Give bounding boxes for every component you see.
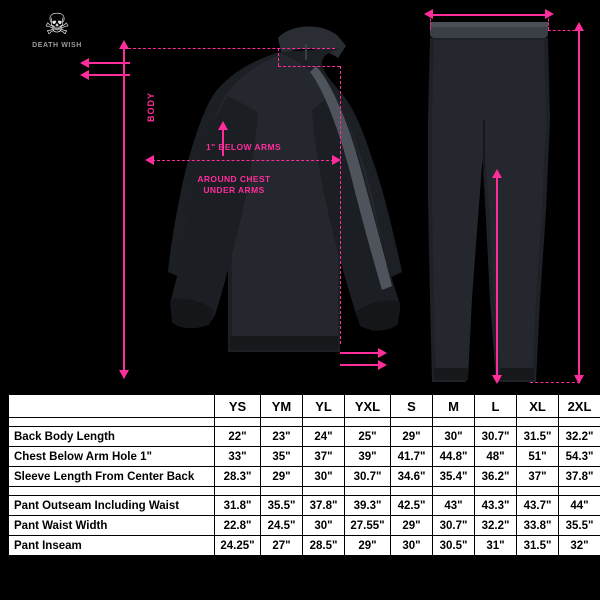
table-spacer-row-top [9,418,600,427]
top-left-tick-2 [88,74,130,76]
row-label-chest-below-arm-hole: Chest Below Arm Hole 1" [9,447,215,467]
table-row [9,427,600,447]
cell: 43.3" [475,496,517,516]
table-header-row [9,395,600,418]
cell: 35.5" [559,516,600,536]
cell: 35" [261,447,303,467]
back-body-length-measure-line [123,48,125,378]
col-header-s: S [391,395,433,418]
cell: 27" [261,536,303,556]
pant-inseam-arrow-bottom [492,375,502,384]
pant-waist-dash-left [430,14,431,30]
pant-inseam-line [496,176,498,382]
sleeve-cuff-arrow-2 [378,360,387,370]
cell: 43" [433,496,475,516]
cell: 29" [391,427,433,447]
cell: 48" [475,447,517,467]
cell: 44.8" [433,447,475,467]
cell: 29" [261,467,303,487]
cell: 35.4" [433,467,475,487]
pant-waist-dash-right [548,14,549,30]
table-row [9,447,600,467]
table-row [9,496,600,516]
row-label-sleeve-length: Sleeve Length From Center Back [9,467,215,487]
below-arms-arrow [218,121,228,130]
cell: 32.2" [559,427,600,447]
cell: 22" [215,427,261,447]
pant-inseam-arrow-top [492,169,502,178]
col-header-xl: XL [517,395,559,418]
cell: 43.7" [517,496,559,516]
row-label-pant-outseam: Pant Outseam Including Waist [9,496,215,516]
cell: 42.5" [391,496,433,516]
cell: 44" [559,496,600,516]
col-header-m: M [433,395,475,418]
col-header-yxl: YXL [345,395,391,418]
table-spacer-row-middle [9,487,600,496]
pant-outseam-bottom-dash [530,382,580,383]
cell: 30" [391,536,433,556]
cell: 31" [475,536,517,556]
table-row [9,536,600,556]
cell: 32" [559,536,600,556]
col-header-yl: YL [303,395,345,418]
cell: 30.5" [433,536,475,556]
pant-outseam-line [578,30,580,382]
cell: 34.6" [391,467,433,487]
cell: 54.3" [559,447,600,467]
cell: 22.8" [215,516,261,536]
table-row [9,467,600,487]
col-header-2xl: 2XL [559,395,600,418]
cell: 28.3" [215,467,261,487]
cell: 27.55" [345,516,391,536]
cell: 37" [303,447,345,467]
size-chart-table-wrap [8,394,592,556]
cell: 33.8" [517,516,559,536]
skull-icon: ☠ [44,9,70,41]
cell: 30" [433,427,475,447]
chest-measure-dash [152,160,334,161]
cell: 30.7" [475,427,517,447]
table-row [9,516,600,536]
cell: 29" [345,536,391,556]
col-header-0 [9,395,215,418]
cell: 23" [261,427,303,447]
sleeve-center-dash [278,48,279,66]
sleeve-cuff-tick [340,352,380,354]
cell: 31.5" [517,427,559,447]
cell: 39.3" [345,496,391,516]
col-header-l: L [475,395,517,418]
back-body-length-arrow-bottom [119,370,129,379]
sleeve-arm-dash [340,66,341,344]
pant-waist-width-line [430,14,548,16]
cell: 31.8" [215,496,261,516]
chest-arrow-left [145,155,154,165]
cell: 30" [303,516,345,536]
pants-graphic [410,0,590,392]
cell: 51" [517,447,559,467]
cell: 41.7" [391,447,433,467]
row-label-back-body-length: Back Body Length [9,427,215,447]
pant-waist-arrow-right [545,9,554,19]
sleeve-cuff-arrow [378,348,387,358]
cell: 32.2" [475,516,517,536]
cell: 37.8" [303,496,345,516]
top-left-tick-arrow-2 [80,70,89,80]
cell: 31.5" [517,536,559,556]
cell: 30.7" [433,516,475,536]
cell: 24.5" [261,516,303,536]
shoulder-top-dash [123,48,335,49]
cell: 30.7" [345,467,391,487]
under-arms-label: UNDER ARMS [203,185,265,195]
cell: 24.25" [215,536,261,556]
col-header-ys: YS [215,395,261,418]
sleeve-cuff-tick-2 [340,364,380,366]
cell: 37" [517,467,559,487]
cell: 39" [345,447,391,467]
brand-name: DEATH WISH [32,42,82,49]
top-left-tick-1 [88,62,130,64]
top-left-tick-arrow-1 [80,58,89,68]
row-label-pant-waist-width: Pant Waist Width [9,516,215,536]
cell: 25" [345,427,391,447]
below-arms-label: 1" BELOW ARMS [206,142,282,152]
body-label: BODY [146,91,156,122]
pant-outseam-top-dash [548,30,580,31]
sleeve-shoulder-dash [278,66,340,67]
size-chart-table [8,394,600,556]
brand-logo [14,10,100,64]
col-header-ym: YM [261,395,303,418]
pant-waist-arrow-left [424,9,433,19]
around-chest-label: AROUND CHEST [197,174,271,184]
cell: 37.8" [559,467,600,487]
cell: 30" [303,467,345,487]
cell: 36.2" [475,467,517,487]
cell: 33" [215,447,261,467]
cell: 24" [303,427,345,447]
cell: 35.5" [261,496,303,516]
row-label-pant-inseam: Pant Inseam [9,536,215,556]
cell: 29" [391,516,433,536]
cell: 28.5" [303,536,345,556]
